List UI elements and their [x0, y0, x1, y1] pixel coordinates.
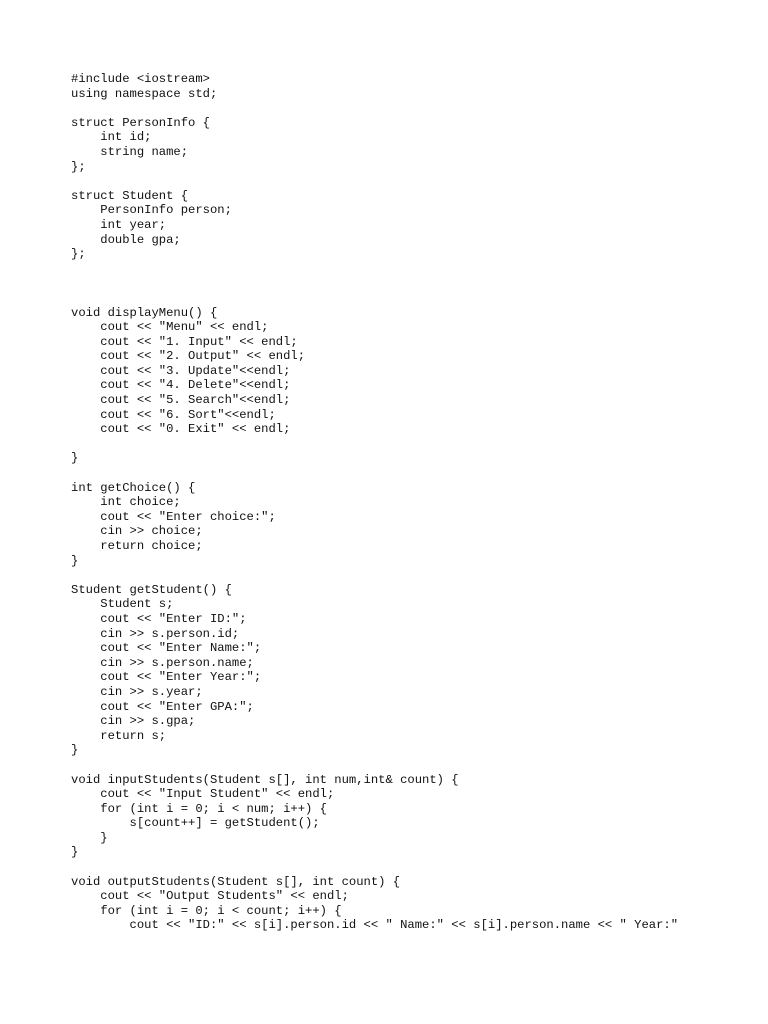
code-line: } [71, 845, 79, 860]
code-line: } [71, 451, 79, 466]
code-line: Student s; [71, 597, 174, 612]
code-listing [71, 72, 678, 933]
code-line: string name; [71, 144, 189, 159]
code-line: void outputStudents(Student s[], int count) { [71, 874, 401, 889]
code-line: cout << "Menu" << endl; [71, 320, 269, 335]
code-line: struct Student { [71, 188, 189, 203]
code-line: cout << "Enter choice:"; [71, 509, 276, 524]
code-line: cout << "Enter Name:"; [71, 641, 262, 656]
code-line: } [71, 743, 79, 758]
code-line [71, 437, 678, 452]
code-line: }; [71, 159, 86, 174]
code-line: cout << "0. Exit" << endl; [71, 422, 291, 437]
code-line: return choice; [71, 539, 203, 553]
code-line [71, 262, 678, 277]
code-line: Student getStudent() { [71, 582, 232, 597]
code-line [71, 568, 678, 583]
code-line: int getChoice() { [71, 480, 196, 495]
code-line: cin >> choice; [71, 524, 203, 539]
code-line: cin >> s.person.name; [71, 655, 254, 670]
code-line [71, 174, 678, 189]
code-line: } [71, 553, 79, 568]
code-line: cout << "5. Search"<<endl; [71, 393, 291, 408]
code-line: cin >> s.year; [71, 684, 203, 699]
code-line: double gpa; [71, 232, 181, 247]
code-line: }; [71, 247, 86, 262]
code-line: return s; [71, 728, 167, 743]
code-line: cout << "Enter Year:"; [71, 670, 262, 685]
code-line: cin >> s.gpa; [71, 714, 196, 729]
code-line: cout << "Enter GPA:"; [71, 699, 254, 714]
code-line: cout << "4. Delete"<<endl; [71, 378, 291, 393]
code-line [71, 860, 678, 875]
code-line: int id; [71, 130, 152, 145]
code-line: cout << "3. Update"<<endl; [71, 363, 291, 378]
code-line [71, 758, 678, 773]
code-line [71, 291, 678, 306]
code-line: int choice; [71, 495, 181, 510]
code-line: for (int i = 0; i < num; i++) { [71, 801, 327, 816]
code-line: cout << "Enter ID:"; [71, 611, 247, 626]
code-line: cout << "ID:" << s[i].person.id << " Name:" << s[i].person.name << " Year:" [71, 918, 679, 933]
code-line: cout << "Output Students" << endl; [71, 889, 349, 904]
code-line: cout << "6. Sort"<<endl; [71, 407, 276, 422]
code-line: cout << "Input Student" << endl; [71, 787, 335, 802]
code-line: struct PersonInfo { [71, 115, 210, 130]
code-line: cin >> s.person.id; [71, 626, 240, 641]
code-line: PersonInfo person; [71, 203, 232, 218]
code-line [71, 101, 678, 116]
code-line: void displayMenu() { [71, 305, 218, 320]
code-line: s[count++] = getStudent(); [71, 816, 320, 831]
code-line: for (int i = 0; i < count; i++) { [71, 903, 342, 918]
code-line: using namespace std; [71, 86, 218, 101]
code-line [71, 276, 678, 291]
code-line: } [71, 830, 108, 845]
code-line: int year; [71, 217, 167, 232]
code-line: #include <iostream> [71, 72, 210, 86]
code-line: cout << "1. Input" << endl; [71, 334, 298, 349]
code-line: void inputStudents(Student s[], int num,int& count) { [71, 772, 459, 787]
code-line: cout << "2. Output" << endl; [71, 349, 306, 364]
code-line [71, 466, 678, 481]
